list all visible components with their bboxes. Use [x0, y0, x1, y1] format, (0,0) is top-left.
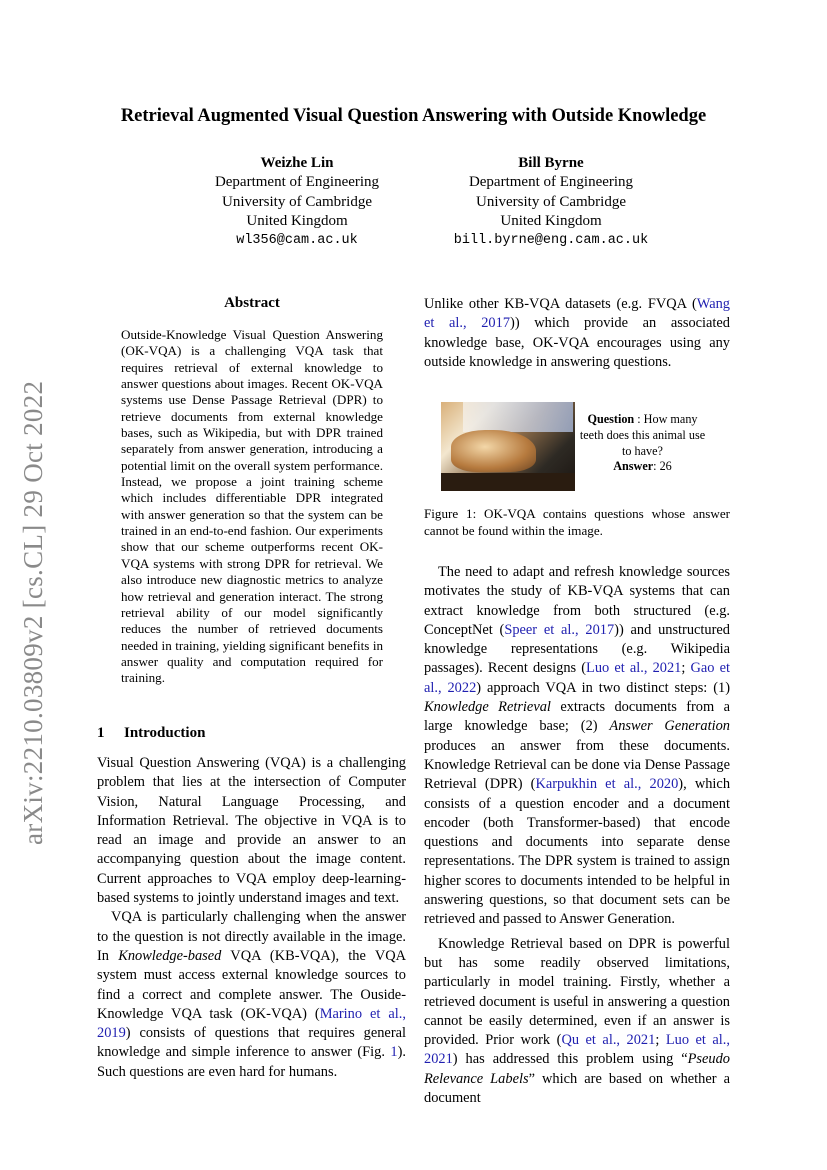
author-block [421, 154, 681, 250]
emphasis-text: Pseudo Relevance Labels [424, 1051, 730, 1087]
paper-title: Retrieval Augmented Visual Question Answering with Outside Knowledge [120, 106, 707, 126]
citation-link[interactable]: Wang et al., 2017 [424, 296, 730, 332]
citation-link[interactable]: 1 [390, 1044, 398, 1061]
figure-qa [575, 412, 710, 475]
author-univ: University of Cambridge [476, 193, 626, 210]
author-name: Weizhe Lin [260, 155, 334, 171]
arxiv-identifier: arXiv:2210.03809v2 [cs.CL] 29 Oct 2022 [18, 380, 48, 845]
body-text: VQA (KB-VQA), the VQA system must access external knowledge sources to find a correct and complete answer. The Ouside-Knowledge VQA task (OK-VQA) ( [97, 947, 406, 1022]
body-text: ). Such questions are even hard for humans. [97, 1044, 406, 1080]
section-title: Introduction [124, 725, 206, 741]
body-text: ; [655, 1032, 666, 1049]
body-text: )) and unstructured knowledge representations (e.g. Wikipedia passages). Recent designs ( [424, 621, 731, 677]
author-name: Bill Byrne [518, 155, 584, 171]
body-text: ) approach VQA in two distinct steps: (1) [476, 679, 730, 696]
section-heading [97, 725, 205, 742]
author-email[interactable]: bill.byrne@eng.cam.ac.uk [453, 233, 649, 249]
author-dept: Department of Engineering [214, 174, 380, 191]
body-text: produces an answer from these documents. Knowledge Retrieval can be done via Dense Passage Retrieval (DPR) ( [424, 737, 730, 793]
section-number: 1 [97, 725, 105, 741]
body-text: ), which consists of a question encoder and a document encoder (both Transformer-based) that encode questions and documents into separate dense representations. The DPR system is trained to assign higher scores to documents intended to be helpful in answering questions, so that document sets can be retrieved and passed to Answer Generation. [424, 776, 731, 928]
body-text: VQA is particularly challenging when the answer to the question is not directly available in the image. In [97, 909, 406, 964]
body-text: Unlike other KB-VQA datasets (e.g. FVQA ( [424, 296, 697, 312]
question-text: : How many teeth does this animal use to have? [579, 412, 706, 458]
paragraph [424, 295, 730, 372]
body-text: Visual Question Answering (VQA) is a challenging problem that lies at the intersection of Computer Vision, Natural Language Processing, and Information Retrieval. The objective in VQA is to read an image and provide an answer to an accompanying question about the image content. Current approaches to VQA employ deep-learning-based systems to jointly understand images and text. [97, 755, 406, 907]
citation-link[interactable]: Qu et al., 2021 [561, 1032, 656, 1049]
author-email[interactable]: wl356@cam.ac.uk [236, 233, 358, 249]
paragraph [97, 908, 406, 1082]
left-column-body [97, 754, 406, 1082]
citation-link[interactable]: Marino et al., 2019 [97, 1005, 406, 1042]
author-dept: Department of Engineering [468, 174, 634, 191]
answer-text: : 26 [653, 459, 672, 474]
citation-link[interactable]: Luo et al., 2021 [586, 660, 682, 677]
body-text: ” which are based on whether a document [424, 1070, 731, 1107]
body-text: ; [681, 660, 691, 677]
citation-link[interactable]: Luo et al., 2021 [424, 1032, 730, 1068]
author-country: United Kingdom [500, 212, 602, 229]
figure-image-cat [441, 402, 575, 491]
paragraph [97, 754, 406, 908]
body-text: ) consists of questions that requires general knowledge and simple inference to answer (Fig. [97, 1025, 406, 1061]
emphasis-text: Knowledge-based [118, 947, 222, 964]
body-text: extracts documents from a large knowledge base; (2) [424, 699, 730, 735]
right-column-body [424, 563, 730, 1108]
body-text: )) which provide an associated knowledge base, OK-VQA encourages using any outside knowledge in answering questions. [424, 315, 730, 370]
body-text: The need to adapt and refresh knowledge sources motivates the study of KB-VQA systems that can extract knowledge from both structured (e.g. ConceptNet ( [424, 564, 730, 638]
abstract-text: Outside-Knowledge Visual Question Answering (OK-VQA) is a challenging VQA task that requires retrieval of external knowledge to answer questions about images. Recent OK-VQA systems use Dense Passage Retrieval (DPR) to retrieve documents from external knowledge bases, such as Wikipedia, but with DPR trained separately from answer generation, introducing a potential limit on the overall system performance. Instead, we propose a joint training scheme which includes differentiable DPR integrated with answer generation so that the system can be trained in an end-to-end fashion. Our experiments show that our scheme outperforms recent OK-VQA systems with strong DPR for retrieval. We also introduce new diagnostic metrics to analyze how retrieval and generation interact. The strong retrieval ability of our model significantly reduces the number of retrieved documents needed in training, yielding significant benefits in answer quality and computation required for training. [121, 327, 383, 686]
abstract-heading: Abstract [224, 295, 280, 311]
emphasis-text: Knowledge Retrieval [424, 699, 551, 716]
citation-link[interactable]: Speer et al., 2017 [504, 621, 615, 638]
figure-caption: Figure 1: OK-VQA contains questions whose answer cannot be found within the image. [424, 506, 730, 538]
paragraph [424, 563, 730, 930]
emphasis-text: Answer Generation [609, 718, 730, 735]
citation-link[interactable]: Gao et al., 2022 [424, 660, 730, 696]
author-univ: University of Cambridge [222, 193, 372, 210]
citation-link[interactable]: Karpukhin et al., 2020 [535, 776, 679, 793]
body-text: ) has addressed this problem using “ [452, 1051, 688, 1068]
author-country: United Kingdom [246, 212, 348, 229]
body-text: Knowledge Retrieval based on DPR is powerful but has some readily observed limitations, particularly in model training. Firstly, whether a retrieved document is useful in answering a question cannot be easily determined, even if an answer is provided. Prior work ( [424, 935, 730, 1049]
answer-label: Answer [613, 459, 654, 474]
author-block [167, 154, 427, 250]
paragraph [424, 935, 730, 1109]
question-label: Question [587, 412, 635, 426]
